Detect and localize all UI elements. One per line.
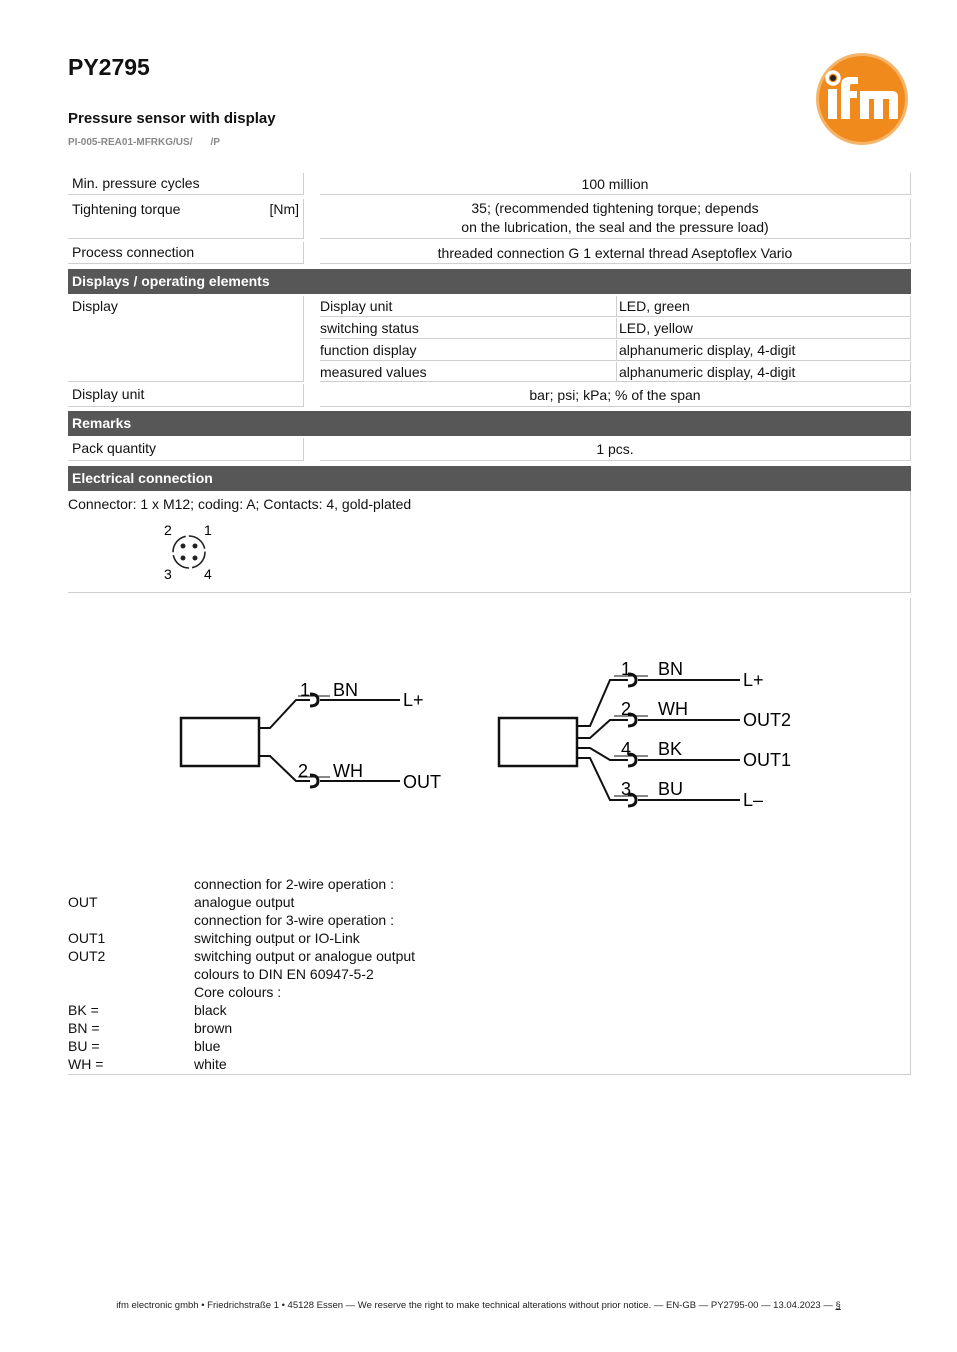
ifm-logo — [814, 51, 910, 147]
display-unit-row — [68, 384, 911, 407]
pin-label: 3 — [164, 566, 172, 582]
legend-key: BK = — [68, 1002, 99, 1018]
wiring-diagram — [170, 650, 810, 820]
footer-language-mark: § — [835, 1300, 841, 1311]
spec-value-cell — [320, 199, 911, 239]
display-row-value: alphanumeric display, 4-digit — [616, 362, 911, 382]
product-title: PY2795 — [68, 54, 150, 80]
spec-label: Min. pressure cycles — [68, 173, 304, 195]
wire-output-label: L+ — [743, 670, 764, 690]
section-header-displays: Displays / operating elements — [68, 269, 911, 294]
connector-pin-diagram — [160, 520, 220, 584]
legend-value: white — [194, 1056, 227, 1072]
display-unit-value: bar; psi; kPa; % of the span — [320, 384, 911, 407]
spec-row-tightening-torque — [68, 199, 911, 239]
wire-color-code: BN — [333, 680, 359, 700]
legend-key: OUT — [68, 894, 98, 910]
legend-key: BN = — [68, 1020, 100, 1036]
wire-output-label: L+ — [403, 690, 424, 710]
display-row-value: alphanumeric display, 4-digit — [616, 340, 911, 361]
legend-key: OUT2 — [68, 948, 106, 964]
pack-quantity-value: 1 pcs. — [320, 438, 911, 461]
display-row-name: function display — [320, 340, 616, 361]
document-id-main: PI-005-REA01-MFRKG/US/ — [68, 137, 193, 148]
display-row-name: measured values — [320, 362, 616, 382]
pin-label: 2 — [164, 522, 172, 538]
legend-value: brown — [194, 1020, 233, 1036]
pin-label: 1 — [204, 522, 212, 538]
legend-value: Core colours : — [194, 984, 282, 1000]
wire-pin-number: 2 — [298, 761, 309, 781]
product-subtitle: Pressure sensor with display — [68, 110, 276, 127]
spec-value: 100 million — [320, 173, 911, 195]
spec-row-pressure-cycles — [68, 173, 911, 195]
pack-quantity-label: Pack quantity — [68, 438, 304, 461]
legend-value: connection for 3-wire operation : — [194, 912, 394, 928]
wiring-3wire — [499, 674, 740, 806]
spec-label: Process connection — [68, 242, 304, 264]
wire-color-code: WH — [658, 699, 688, 719]
display-row-value: LED, green — [616, 296, 911, 317]
footer-text: ifm electronic gmbh • Friedrichstraße 1 • 45128 Essen — We reserve the right to make technical alterations without prior notice. — EN-GB — PY2795-00 — 13.04.2023 — — [116, 1300, 833, 1311]
section-header-electrical: Electrical connection — [68, 466, 911, 491]
spec-value: threaded connection G 1 external thread Aseptoflex Vario — [320, 242, 911, 264]
legend-value: colours to DIN EN 60947-5-2 — [194, 966, 374, 982]
legend-value: connection for 2-wire operation : — [194, 876, 394, 892]
spec-unit: [Nm] — [269, 201, 299, 217]
wire-pin-number: 4 — [621, 739, 632, 759]
pin-label: 4 — [204, 566, 212, 582]
wire-pin-number: 2 — [621, 699, 632, 719]
legend-value: black — [194, 1002, 227, 1018]
display-row-name: Display unit — [320, 296, 616, 317]
legend-key: OUT1 — [68, 930, 106, 946]
document-id — [68, 137, 220, 148]
wire-pin-number: 3 — [621, 779, 632, 799]
wire-color-code: WH — [333, 761, 363, 781]
wiring-2wire — [181, 694, 400, 787]
spec-value-line2: on the lubrication, the seal and the pressure load) — [461, 219, 769, 235]
pack-quantity-row — [68, 438, 911, 461]
legend-key: WH = — [68, 1056, 104, 1072]
wire-color-code: BU — [658, 779, 684, 799]
display-unit-label: Display unit — [68, 384, 304, 407]
legend-value: analogue output — [194, 894, 295, 910]
wire-pin-number: 1 — [300, 680, 311, 700]
display-row-value: LED, yellow — [616, 318, 911, 339]
document-id-suffix: /P — [210, 137, 220, 148]
spec-value-line1: 35; (recommended tightening torque; depends — [471, 200, 759, 216]
wire-output-label: OUT1 — [743, 750, 792, 770]
wire-color-code: BN — [658, 659, 684, 679]
connector-description: Connector: 1 x M12; coding: A; Contacts: 4, gold-plated — [68, 496, 412, 512]
wire-output-label: OUT2 — [743, 710, 792, 730]
legend-value: switching output or IO-Link — [194, 930, 360, 946]
display-block — [68, 296, 911, 382]
display-row-name: switching status — [320, 318, 616, 339]
legend-value: switching output or analogue output — [194, 948, 416, 964]
legend-value: blue — [194, 1038, 221, 1054]
spec-label: Tightening torque — [72, 201, 181, 217]
wire-color-code: BK — [658, 739, 683, 759]
wire-output-label: L– — [743, 790, 764, 810]
section-header-remarks: Remarks — [68, 411, 911, 436]
page-footer — [0, 1300, 957, 1311]
wire-pin-number: 1 — [621, 659, 632, 679]
wire-output-label: OUT — [403, 772, 441, 792]
display-label: Display — [68, 296, 304, 382]
legend-key: BU = — [68, 1038, 100, 1054]
spec-label-cell — [68, 199, 304, 239]
spec-row-process-connection — [68, 242, 911, 264]
